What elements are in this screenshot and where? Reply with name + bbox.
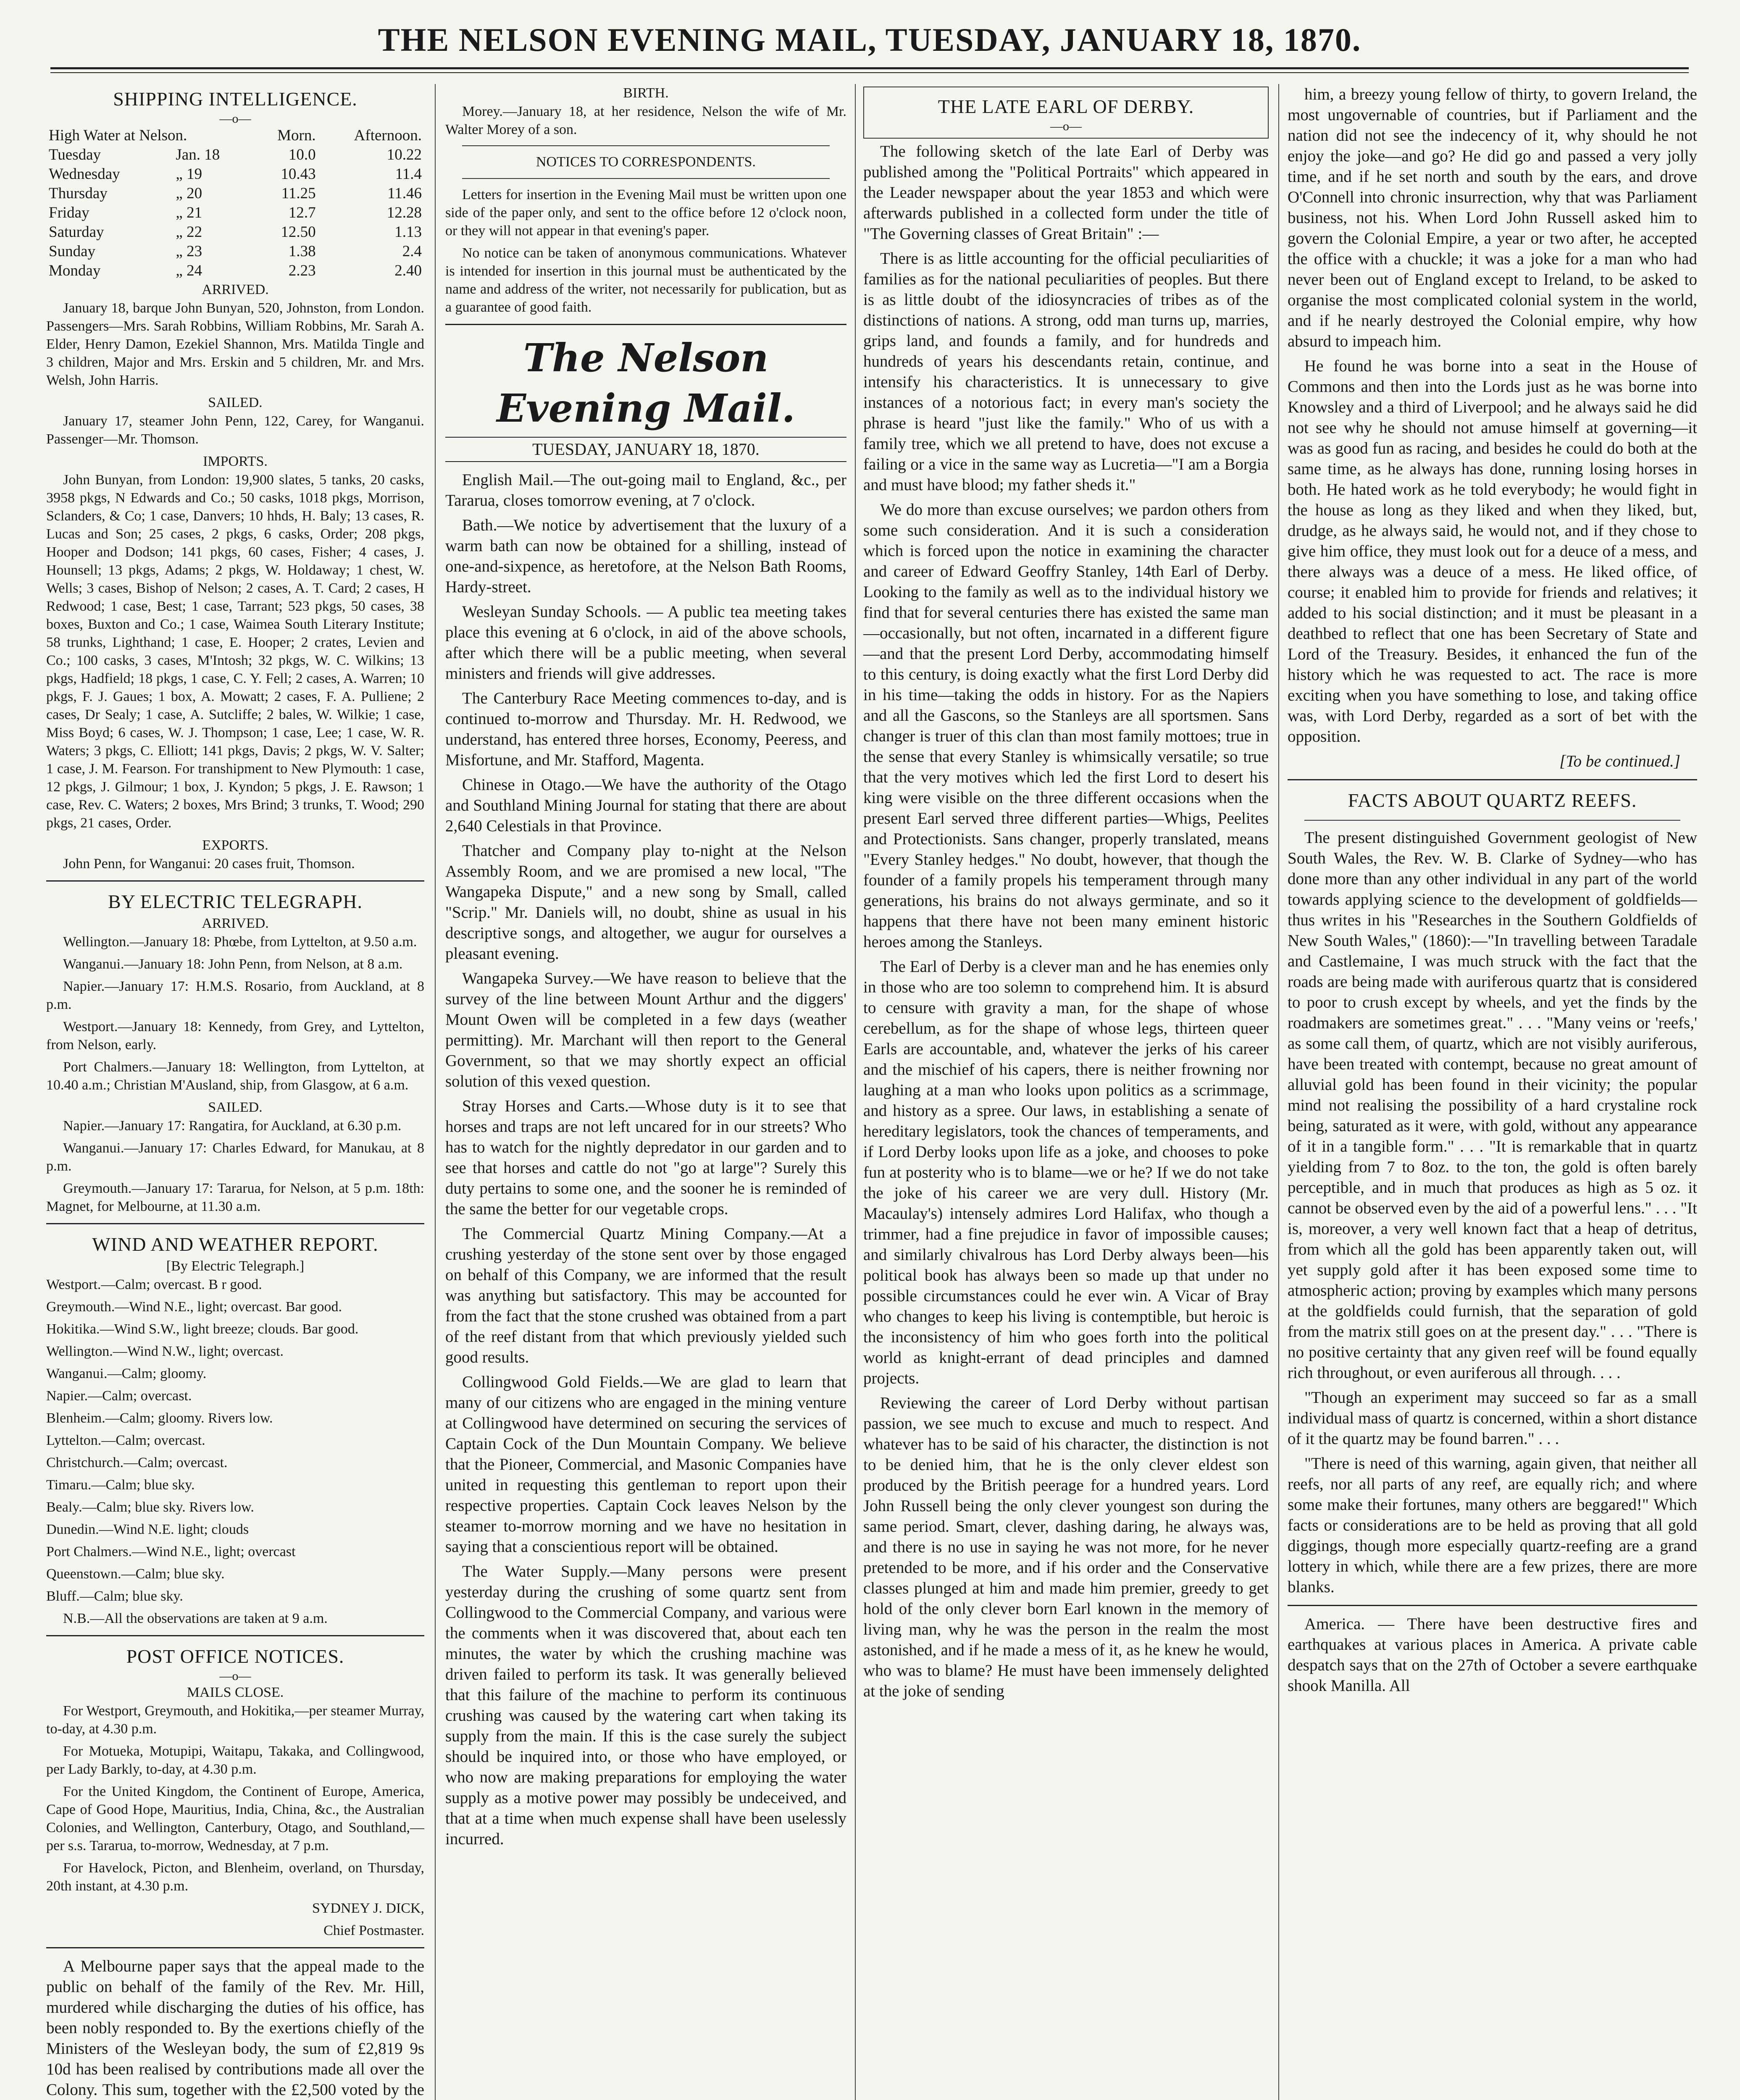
birth-text: Morey.—January 18, at her residence, Nelson the wife of Mr. Walter Morey of a son. [445, 104, 846, 137]
tide-header: Morn. [277, 127, 316, 144]
arrived-text: January 18, barque John Bunyan, 520, Johnston, from London. Passengers—Mrs. Sarah Robbins, William Robbins, Mr. Sarah A. Elder, Henry Damon, Ezekiel Shannon, Mrs. Matilda Tingle and 3 children, Major and Mrs. Erskin and 5 children, Mr. and Mrs. Welsh, John Harris. [46, 300, 424, 388]
weather-item: Bealy.—Calm; blue sky. Rivers low. [46, 1499, 254, 1515]
tide-date: „ 21 [176, 204, 202, 221]
post-office-heading: POST OFFICE NOTICES. [126, 1646, 344, 1667]
masthead: THE NELSON EVENING MAIL, TUESDAY, JANUARY 18, 1870. [378, 21, 1362, 58]
tide-morn: 10.43 [281, 165, 316, 183]
section-rule [46, 880, 424, 882]
news-paragraph: The Commercial Quartz Mining Company.—At a crushing yesterday of the stone sent over by those engaged on behalf of this Company, we are informed that the result was anything but satisfactory. This may be accounted for from the fact that the stone crushed was obtained from a part of the reef distant from that which previously yielded such good results. [445, 1225, 846, 1366]
weather-item: Dunedin.—Wind N.E. light; clouds [46, 1522, 249, 1537]
postmaster-title: Chief Postmaster. [323, 1923, 424, 1938]
tel-arrived-item: Wanganui.—January 18: John Penn, from Nelson, at 8 a.m. [63, 956, 403, 972]
tide-aft: 12.28 [386, 204, 422, 221]
news-paragraph: Thatcher and Company play to-night at the Nelson Assembly Room, and we are promised a new local, "The Wangapeka Dispute," and a new song by Small, called "Scrip." Mr. Daniels will, no doubt, shine as usual in his descriptive songs, and altogether, we augur for ourselves a pleasant evening. [445, 842, 846, 963]
weather-item: Christchurch.—Calm; overcast. [46, 1455, 228, 1470]
section-rule [46, 1635, 424, 1636]
exports-heading: EXPORTS. [202, 837, 268, 853]
imports-heading: IMPORTS. [203, 454, 268, 469]
tide-date: „ 23 [176, 243, 202, 260]
news-paragraph: Bath.—We notice by advertisement that the luxury of a warm bath can now be obtained for a shilling, instead of one-and-sixpence, as heretofore, at the Nelson Bath Rooms, Hardy-street. [445, 516, 846, 596]
tide-morn: 1.38 [288, 243, 316, 260]
tide-morn: 11.25 [281, 185, 316, 202]
section-rule [1304, 820, 1680, 821]
quartz-paragraph: The present distinguished Government geologist of New South Wales, the Rev. W. B. Clarke of Sydney—who has done more than any other individual in any part of the world towards applying science to the development of goldfields—thus writes in his "Researches in the Southern Goldfields of New South Wales," (1860):—"In travelling between Taradale and Castlemaine, I was much struck with the fact that the roads are being made with auriferous quartz that is considered to poor to crush except by wheels, and yet the finds by the roadmakers are sometimes great." . . . "Many veins or 'reefs,' as some call them, of quartz, which are not visibly auriferous, have been treated with contempt, because no great amount of alluvial gold has been found in their vicinity; the popular mind not realising the possibility of a hard crystaline rock being, saturated as it were, with gold, without any appearance of it in a tangible form." . . . "It is remarkable that in quartz yielding from 7 to 8oz. to the ton, the gold is often barely perceptible, and in much that produces as high as 5 oz. it cannot be observed even by the aid of a powerful lens." . . . "It is, moreover, a very well known fact that a heap of detritus, from which all the gold has been apparently taken out, will yet supply gold after it has been exposed some time to atmospheric action; proving by examples which many persons at the goldfields could furnish, that the separation of gold from the matrix still goes on at the present day." . . . "There is no positive certainty that any given reef will be found equally rich throughout, or even auriferous all through. . . . [1288, 829, 1697, 1382]
tide-header-row [46, 126, 424, 145]
tide-day: Sunday [49, 243, 95, 260]
mail-item: For Motueka, Motupipi, Waitapu, Takaka, and Collingwood, per Lady Barkly, to-day, at 4.30 p.m. [46, 1743, 424, 1777]
column-3 [863, 84, 1269, 2100]
news-paragraph: The Water Supply.—Many persons were present yesterday during the crushing of some quartz sent from Collingwood to the Commercial Company, and various were the comments when it was discovered that, about each ten minutes, the water by which the crushing machine was driven failed to perform its task. It was generally believed that this failure of the machine to perform its continuous crushing was caused by the watering cart when taking its supply from the main. If this is the case surely the subject should be inquired into, or those who have employed, or who now are making preparations for employing the water supply as a motive power may possibly be undeceived, and that at a time when much expense shall have been uselessly incurred. [445, 1562, 846, 1848]
separator: —o— [219, 112, 251, 126]
exports-text: John Penn, for Wanganui: 20 cases fruit, Thomson. [63, 856, 355, 872]
tide-aft: 2.4 [402, 243, 422, 260]
tide-date: „ 19 [176, 165, 202, 183]
tide-morn: 10.0 [288, 146, 316, 163]
weather-note: N.B.—All the observations are taken at 9 a.m. [63, 1611, 328, 1626]
america-paragraph: America. — There have been destructive fires and earthquakes at various places in America. A private cable despatch says that on the 27th of October a severe earthquake shook Manilla. All [1288, 1615, 1697, 1695]
tide-date: Jan. 18 [176, 146, 220, 163]
tide-aft: 11.46 [387, 185, 422, 202]
quartz-paragraph: "There is need of this warning, again given, that neither all reefs, nor all parts of any reef, are equally rich; and where some make their fortunes, many others are beggared!" Which facts or considerations are to be held as proving that all gold diggings, though more especially quartz-reefing are a grand lottery in which, while there are a few prizes, there are more blanks. [1288, 1454, 1697, 1596]
column-divider [855, 84, 856, 2100]
tide-date: „ 20 [176, 185, 202, 202]
tide-row [46, 184, 424, 203]
telegraph-heading: BY ELECTRIC TELEGRAPH. [108, 891, 363, 912]
tel-arrived-item: Wellington.—January 18: Phœbe, from Lyttelton, at 9.50 a.m. [63, 934, 417, 950]
tide-day: Monday [49, 262, 101, 279]
tide-day: Tuesday [49, 146, 101, 163]
section-rule [462, 178, 830, 179]
tel-arrived-item: Westport.—January 18: Kennedy, from Grey, and Lyttelton, from Nelson, early. [46, 1019, 424, 1053]
quartz-paragraph: "Though an experiment may succeed so far as a small individual mass of quartz is concerned, within a short distance of it the quartz may be found barren." . . . [1288, 1389, 1697, 1448]
masthead-rule [50, 67, 1689, 69]
tide-row [46, 165, 424, 184]
tide-date: „ 22 [176, 223, 202, 241]
tide-morn: 12.7 [288, 204, 316, 221]
mail-item: For the United Kingdom, the Continent of Europe, America, Cape of Good Hope, Mauritius, India, China, &c., the Australian Colonies, and Wellington, Canterbury, Otago, and Southland,—per s.s. Tararua, to-morrow, Wednesday, at 7 p.m. [46, 1784, 424, 1853]
shipping-heading: SHIPPING INTELLIGENCE. [113, 88, 357, 110]
tide-morn: 2.23 [288, 262, 316, 279]
weather-item: Hokitika.—Wind S.W., light breeze; clouds. Bar good. [46, 1321, 359, 1337]
tide-header: High Water at Nelson. [49, 127, 187, 144]
derby-paragraph: He found he was borne into a seat in the House of Commons and then into the Lords just as he was borne into Knowsley and a third of Liverpool; and he always said he did not see why he should not amuse himself at governing—it was as good fun as racing, and besides he could do both at the same time, as he always has done, running losing horses in both. He hated work as he told everybody; he would fight in the house as long as they liked and when they liked, but, drudge, as he always said, he would not, and if they chose to give him office, they must look out for a deuce of a mess, and there always was a deuce of a mess. He liked office, of course; it enabled him to provide for friends and relatives; it added to his social distinction; and it must be pleasant in a deathbed to reflect that one has been Secretary of State and Lord of the Treasury. Besides, it enhanced the fun of the history which he was requested to act. The race is more exciting when you have something to lose, and taking office was, with Lord Derby, regarded as a sort of bet with the opposition. [1288, 357, 1697, 746]
tel-sailed-item: Greymouth.—January 17: Tararua, for Nelson, at 5 p.m. 18th: Magnet, for Melbourne, at 11.30 a.m. [46, 1181, 424, 1214]
sailed-text: January 17, steamer John Penn, 122, Carey, for Wanganui. Passenger—Mr. Thomson. [46, 413, 424, 447]
derby-heading: THE LATE EARL OF DERBY. [938, 96, 1194, 117]
news-paragraph: Wesleyan Sunday Schools. — A public tea meeting takes place this evening at 6 o'clock, in aid of the above schools, after which there will be a public meeting, when several ministers and friends will give addresses. [445, 603, 846, 682]
notice-text: No notice can be taken of anonymous communications. Whatever is intended for insertion in this journal must be authenticated by the name and address of the writer, not necessarily for publication, but as a guarantee of good faith. [445, 245, 846, 315]
column-divider [1278, 84, 1279, 2100]
tide-row [46, 261, 424, 281]
weather-item: Wanganui.—Calm; gloomy. [46, 1366, 207, 1381]
melbourne-paragraph: A Melbourne paper says that the appeal made to the public on behalf of the family of the Rev. Mr. Hill, murdered while discharging the duties of his office, has been nobly responded to. By the exertions chiefly of the Ministers of the Wesleyan body, the sum of £2,819 9s 10d has been realised by contributions made all over the Colony. This sum, together with the £2,500 voted by the [46, 1957, 424, 2099]
weather-item: Greymouth.—Wind N.E., light; overcast. Bar good. [46, 1299, 342, 1315]
derby-paragraph: There is as little accounting for the official peculiarities of families as for the national peculiarities of peoples. But there is as little doubt of the idiosyncracies of tribes as of the distinctions of nations. A strong, odd man turns up, marries, grips land, and founds a family, and for hundreds and hundreds of years his descendants retain, continue, and intensify his characteristics. It is unnecessary to give instances of a notorious fact; in every man's society the phrase is heard "just like the family." Who of us with a family tree, which we all pretend to have, does not excuse a failing or a vice in the same way as Lucretia—"I am a Borgia and must have blood; my father sheds it." [863, 249, 1269, 494]
arrived-heading: ARRIVED. [202, 282, 269, 297]
column-1 [46, 84, 424, 2100]
section-rule [46, 1223, 424, 1224]
tel-arrived-heading: ARRIVED. [202, 916, 269, 931]
news-paragraph: Wangapeka Survey.—We have reason to believe that the survey of the line between Mount Arthur and the diggers' Mount Owen will be completed in a few days (weather permitting). Mr. Marchant will then report to the General Government, so that we may shortly expect an official solution of this vexed question. [445, 969, 846, 1090]
sailed-heading: SAILED. [208, 395, 263, 410]
notice-text: Letters for insertion in the Evening Mail must be written upon one side of the paper only, and sent to the office before 12 o'clock noon, or they will not appear in that evening's paper. [445, 187, 846, 239]
tide-day: Saturday [49, 223, 104, 241]
weather-item: Queenstown.—Calm; blue sky. [46, 1566, 225, 1582]
news-paragraph: English Mail.—The out-going mail to England, &c., per Tararua, closes tomorrow evening, at 7 o'clock. [445, 471, 846, 509]
tide-aft: 1.13 [394, 223, 422, 241]
quartz-heading: FACTS ABOUT QUARTZ REEFS. [1348, 790, 1637, 811]
notices-heading: NOTICES TO CORRESPONDENTS. [536, 154, 756, 170]
news-paragraph: The Canterbury Race Meeting commences to-day, and is continued to-morrow and Thursday. Mr. H. Redwood, we understand, has entered three horses, Economy, Peeress, and Misfortune, and Mr. Stafford, Magenta. [445, 689, 846, 769]
dateline: TUESDAY, JANUARY 18, 1870. [445, 437, 846, 462]
mail-item: For Havelock, Picton, and Blenheim, overland, on Thursday, 20th instant, at 4.30 p.m. [46, 1860, 424, 1894]
tide-aft: 2.40 [394, 262, 422, 279]
weather-item: Wellington.—Wind N.W., light; overcast. [46, 1344, 284, 1359]
tide-row [46, 145, 424, 165]
weather-item: Port Chalmers.—Wind N.E., light; overcast [46, 1544, 296, 1559]
tide-day: Wednesday [49, 165, 120, 183]
weather-item: Lyttelton.—Calm; overcast. [46, 1433, 205, 1448]
mail-item: For Westport, Greymouth, and Hokitika,—per steamer Murray, to-day, at 4.30 p.m. [46, 1703, 424, 1737]
derby-paragraph: Reviewing the career of Lord Derby without partisan passion, we see much to excuse and much to respect. And whatever has to be said of his character, the distinction is not to be denied him, that he is the only clever eldest son produced by the British peerage for a hundred years. Lord John Russell being the only clever youngest son during the same period. Smart, clever, dashing daring, he always was, and there is no use in saying he was not more, for he never pretended to be more, and if his order and the Conservative classes plunged at him and made him premier, greedy to get hold of the only clever born Earl known in the memory of living man, why he was the person in the realm the most astonished, and if he made a mess of it, as he knew he would, who was to blame? He must have been immensely delighted at the joke of sending [863, 1394, 1269, 1700]
derby-paragraph: We do more than excuse ourselves; we pardon others from some such consideration. And it is such a consideration which is forced upon the notice in examining the character and career of Edward Geoffry Stanley, 14th Earl of Derby. Looking to the family as well as to the individual history we find that for several centuries there has existed the same man—occasionally, but not often, incarnated in a different figure—and that the present Lord Derby, accommodating himself to this century, is doing exactly what the first Lord Derby did in his time—taking the odds in history. For as the Napiers and all the Gascons, so the Stanleys are all sportsmen. Sans changer is truer of this clan than most family mottoes; true in the sense that every Stanley is whimsically versatile; so true that the very motives which led the first Lord to desert his king were visible on the three different occasions when the present Earl served three different parties—Whigs, Peelites and Protectionists. Sans changer, properly translated, means "Every Stanley hedges." No doubt, however, that though the founder of a family propels his temperament through many generations, his brains do not always germinate, and so it happens that there have not been many eminent historic heroes among the Stanleys. [863, 501, 1269, 951]
imports-text: John Bunyan, from London: 19,900 slates, 5 tanks, 20 casks, 3958 pkgs, N Edwards and Co.; 50 casks, 1018 pkgs, Morrison, Sclanders, & Co; 1 case, Danvers; 10 hhds, H. Baly; 13 cases, R. Lucas and Son; 25 cases, 2 pkgs, 6 casks, Order; 208 pkgs, Hooper and Dodson; 141 pkgs, 60 cases, Fisher; 4 cases, J. Hounsell; 13 pkgs, Adams; 2 pkgs, W. Holdaway; 1 chest, W. Wells; 3 cases, Bishop of Nelson; 2 cases, A. T. Card; 2 cases, H Redwood; 1 case, Best; 1 case, Tarrant; 523 pkgs, 50 cases, 38 boxes, Buxton and Co.; 1 case, Waimea South Literary Institute; 58 trunks, Lighthand; 1 case, E. Hooper; 2 crates, Levien and Co.; 100 casks, 3 cases, M'Intosh; 32 pkgs, W. C. Wilkins; 13 pkgs, Hadfield; 18 pkgs, 1 case, C. Y. Fell; 2 cases, A. Warren; 10 pkgs, F. J. Gaues; 1 box, A. Mowatt; 2 cases, F. A. Pulliene; 2 cases, Dr Sealy; 1 case, A. Sutcliffe; 2 bales, W. Wilkie; 1 case, Miss Boyd; 6 cases, W. J. Thompson; 1 case, Lee; 1 case, W. R. Waters; 3 pkgs, C. Elliott; 141 pkgs, Davis; 2 pkgs, W. V. Salter; 1 case, J. M. Fearson. For transhipment to New Plymouth: 1 case, 12 pkgs, J. Gilmour; 1 box, J. Kyndon; 5 pkgs, J. E. Rawson; 1 case, Rev. C. Waters; 2 boxes, Mrs Brind; 3 trunks, T. Wood; 290 pkgs, 21 cases, Order. [46, 472, 424, 831]
tide-day: Thursday [49, 185, 108, 202]
column-2 [445, 84, 846, 2100]
weather-item: Blenheim.—Calm; gloomy. Rivers low. [46, 1410, 273, 1426]
section-rule [462, 145, 830, 146]
separator: —o— [219, 1669, 251, 1683]
section-rule [1288, 1605, 1697, 1606]
section-rule [46, 1947, 424, 1948]
tide-aft: 10.22 [386, 146, 422, 163]
weather-item: Westport.—Calm; overcast. B r good. [46, 1277, 262, 1292]
news-paragraph: Stray Horses and Carts.—Whose duty is it to see that horses and traps are not left uncared for in our streets? Who has to watch for the nightly depredator in our garden and to see that horses and cattle do not "go at large"? Surely this duty pertains to some one, and the sooner he is reminded of the same the better for our vegetable crops. [445, 1097, 846, 1218]
tel-sailed-item: Wanganui.—January 17: Charles Edward, for Manukau, at 8 p.m. [46, 1140, 424, 1174]
news-paragraph: Collingwood Gold Fields.—We are glad to learn that many of our citizens who are engaged in the mining venture at Collingwood have determined on securing the services of Captain Cock of the Dun Mountain Company. We believe that the Pioneer, Commercial, and Masonic Companies have united in requesting this gentleman to report upon their respective properties. Captain Cock leaves Nelson by the steamer to-morrow morning and we have no hesitation in saying that a conscientious report will be obtained. [445, 1373, 846, 1556]
derby-paragraph: him, a breezy young fellow of thirty, to govern Ireland, the most ungovernable of countries, but if Parliament and the nation did not see the indecency of it, why should he not enjoy the joke—and go? He did go and passed a very jolly time, and if he set north and south by the ears, and drove O'Connell into chronic insurrection, why that was Parliament business, not his. When Lord John Russell asked him to govern the Colonial Empire, a year or two after, he accepted the office with a chuckle; it was a joke for a man who had never been out of England except to Ireland, to be asked to organise the most complicated colonial system in the world, and if he nearly destroyed the Colonial empire, why how absurd to impeach him. [1288, 85, 1697, 350]
news-paragraph: Chinese in Otago.—We have the authority of the Otago and Southland Mining Journal for stating that there are about 2,640 Celestials in that Province. [445, 776, 846, 835]
column-divider [435, 84, 436, 2100]
weather-item: Bluff.—Calm; blue sky. [46, 1588, 183, 1604]
weather-item: Napier.—Calm; overcast. [46, 1388, 192, 1404]
weather-item: Timaru.—Calm; blue sky. [46, 1477, 195, 1493]
tide-row [46, 242, 424, 261]
masthead-rule-thin [50, 72, 1689, 73]
mails-heading: MAILS CLOSE. [187, 1685, 284, 1700]
tide-row [46, 223, 424, 242]
derby-paragraph: The Earl of Derby is a clever man and he has enemies only in those who are too solemn to comprehend him. It is absurd to censure with gravity a man, for the shape of whose cerebellum, as for the shape of whose legs, thirteen queer Earls are accountable, and, whatever the jerks of his career and the mischief of his capers, there is neither frowning nor laughing at a man who looks upon politics as a scrimmage, and history as a spree. Our laws, in establishing a senate of hereditary legislators, took the chances of temperaments, and if Lord Derby looks upon life as a joke, and chooses to poke fun at posterity who is to blame—we or he? If we do not take the joke of his career we are very dull. History (Mr. Macaulay's) intensely admires Lord Halifax, who though a trimmer, had a fine prejudice in favor of impossible causes; and similarly chivalrous has Lord Derby always been—his political book has always been so made up that under no possible circumstances could he ever win. A Vicar of Bray who changes to keep his living is contemptible, but heroic is the inconsistency of him who goes forth into the political world as knight-errant of dead principles and damned projects. [863, 958, 1269, 1387]
weather-heading: WIND AND WEATHER REPORT. [92, 1234, 378, 1255]
derby-paragraph: The following sketch of the late Earl of Derby was published among the "Political Portraits" which appeared in the Leader newspaper about the year 1853 and which were afterwards published in a collected form under the title of "The Governing classes of Great Britain" :— [863, 142, 1269, 243]
tide-row [46, 203, 424, 223]
weather-subheading: [By Electric Telegraph.] [166, 1258, 305, 1274]
separator: —o— [1050, 119, 1082, 133]
tel-arrived-item: Port Chalmers.—January 18: Wellington, from Lyttelton, at 10.40 a.m.; Christian M'Ausland, ship, from Glasgow, at 6 a.m. [46, 1059, 424, 1093]
continued-note: [To be continued.] [1559, 752, 1680, 770]
paper-title: The Nelson Evening Mail. [497, 335, 795, 431]
tide-day: Friday [49, 204, 89, 221]
tide-morn: 12.50 [281, 223, 316, 241]
tide-table [46, 126, 424, 281]
tel-arrived-item: Napier.—January 17: H.M.S. Rosario, from Auckland, at 8 p.m. [46, 979, 424, 1012]
derby-heading-box [863, 87, 1269, 139]
birth-heading: BIRTH. [623, 85, 669, 101]
tide-header: Afternoon. [354, 127, 422, 144]
tel-sailed-heading: SAILED. [208, 1100, 263, 1115]
tel-sailed-item: Napier.—January 17: Rangatira, for Auckland, at 6.30 p.m. [63, 1118, 402, 1134]
tide-date: „ 24 [176, 262, 202, 279]
postmaster-name: SYDNEY J. DICK, [312, 1900, 424, 1916]
column-4 [1288, 84, 1697, 2100]
tide-aft: 11.4 [395, 165, 422, 183]
section-rule [1288, 779, 1697, 780]
section-rule [445, 324, 846, 325]
